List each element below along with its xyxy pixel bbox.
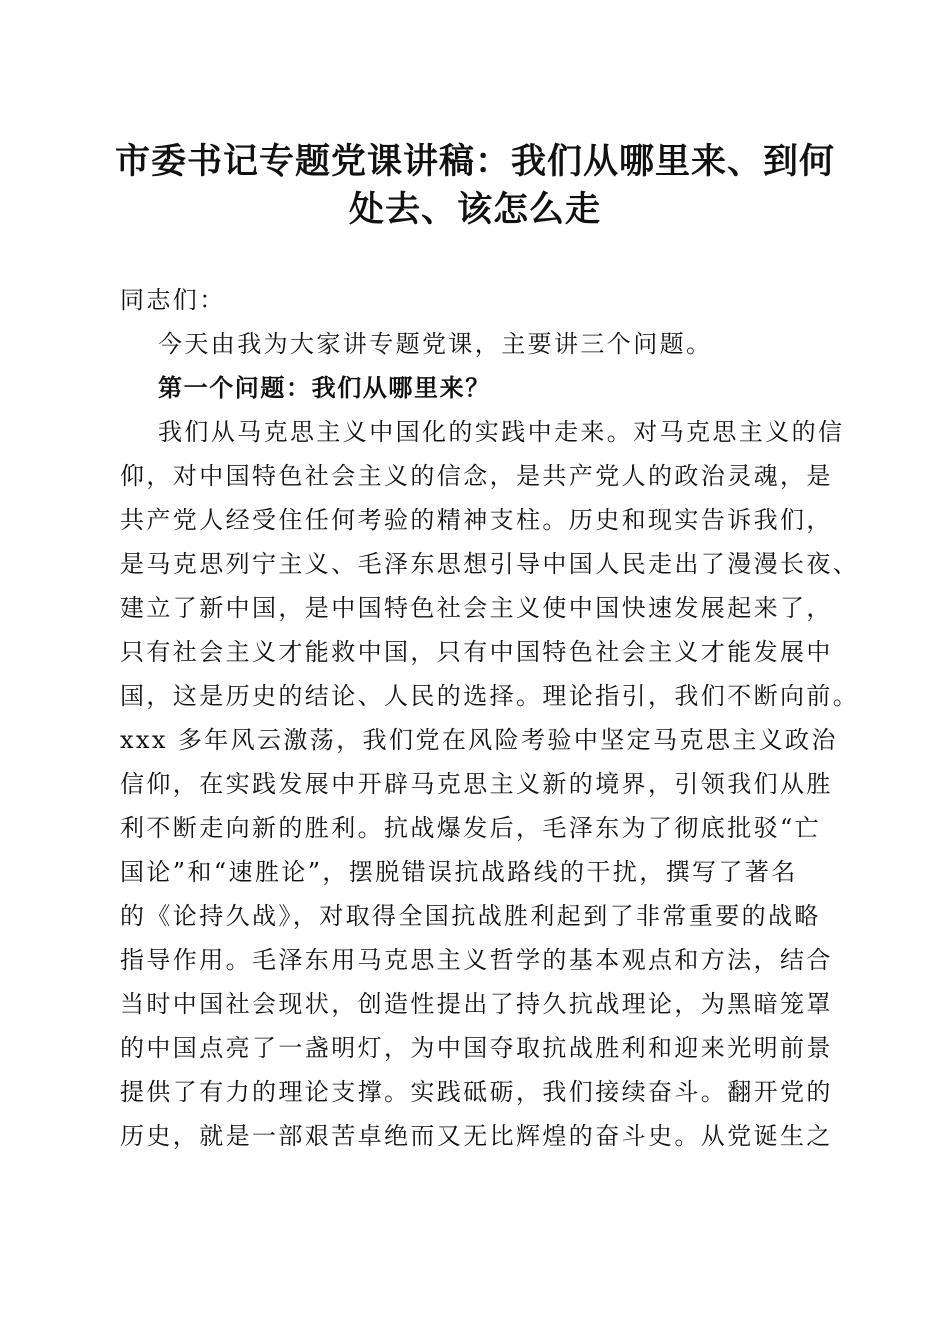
- paragraph-line: 当时中国社会现状，创造性提出了持久抗战理论，为黑暗笼罩: [120, 990, 833, 1018]
- paragraph-line: 只有社会主义才能救中国，只有中国特色社会主义才能发展中: [120, 638, 833, 666]
- paragraph-line: 建立了新中国，是中国特色社会主义使中国快速发展起来了，: [120, 594, 833, 622]
- title-line-1: 市委书记专题党课讲稿：我们从哪里来、到何: [114, 141, 835, 182]
- paragraph-line: 的中国点亮了一盏明灯，为中国夺取抗战胜利和迎来光明前景: [120, 1034, 833, 1062]
- intro-paragraph: 今天由我为大家讲专题党课，主要讲三个问题。: [158, 330, 713, 358]
- paragraph-line: 国，这是历史的结论、人民的选择。理论指引，我们不断向前。: [120, 682, 860, 710]
- document-title: [100, 138, 850, 234]
- paragraph-line: 的《论持久战》，对取得全国抗战胜利起到了非常重要的战略: [120, 902, 821, 930]
- paragraph-line: xxx 多年风云激荡，我们党在风险考验中坚定马克思主义政治: [120, 726, 838, 754]
- paragraph-line: 共产党人经受住任何考验的精神支柱。历史和现实告诉我们，: [120, 506, 833, 534]
- paragraph-line: 历史，就是一部艰苦卓绝而又无比辉煌的奋斗史。从党诞生之: [120, 1122, 833, 1150]
- paragraph-line: 信仰，在实践发展中开辟马克思主义新的境界，引领我们从胜: [120, 770, 833, 798]
- document-body: [120, 278, 860, 1158]
- paragraph-line: 仰，对中国特色社会主义的信念，是共产党人的政治灵魂，是: [120, 462, 833, 490]
- paragraph-line: 是马克思列宁主义、毛泽东思想引导中国人民走出了漫漫长夜、: [120, 550, 860, 578]
- paragraph-line: 指导作用。毛泽东用马克思主义哲学的基本观点和方法，结合: [120, 946, 833, 974]
- section-heading: 第一个问题：我们从哪里来？: [158, 373, 491, 402]
- paragraph-line: 国论”和“速胜论”，摆脱错误抗战路线的干扰，撰写了著名: [120, 858, 798, 886]
- paragraph-line: 我们从马克思主义中国化的实践中走来。对马克思主义的信: [158, 418, 845, 446]
- paragraph-line: 提供了有力的理论支撑。实践砥砺，我们接续奋斗。翻开党的: [120, 1078, 833, 1106]
- paragraph-line: 利不断走向新的胜利。抗战爆发后，毛泽东为了彻底批驳“亡: [120, 814, 822, 842]
- title-line-2: 处去、该怎么走: [348, 189, 601, 230]
- salutation: 同志们：: [120, 286, 226, 314]
